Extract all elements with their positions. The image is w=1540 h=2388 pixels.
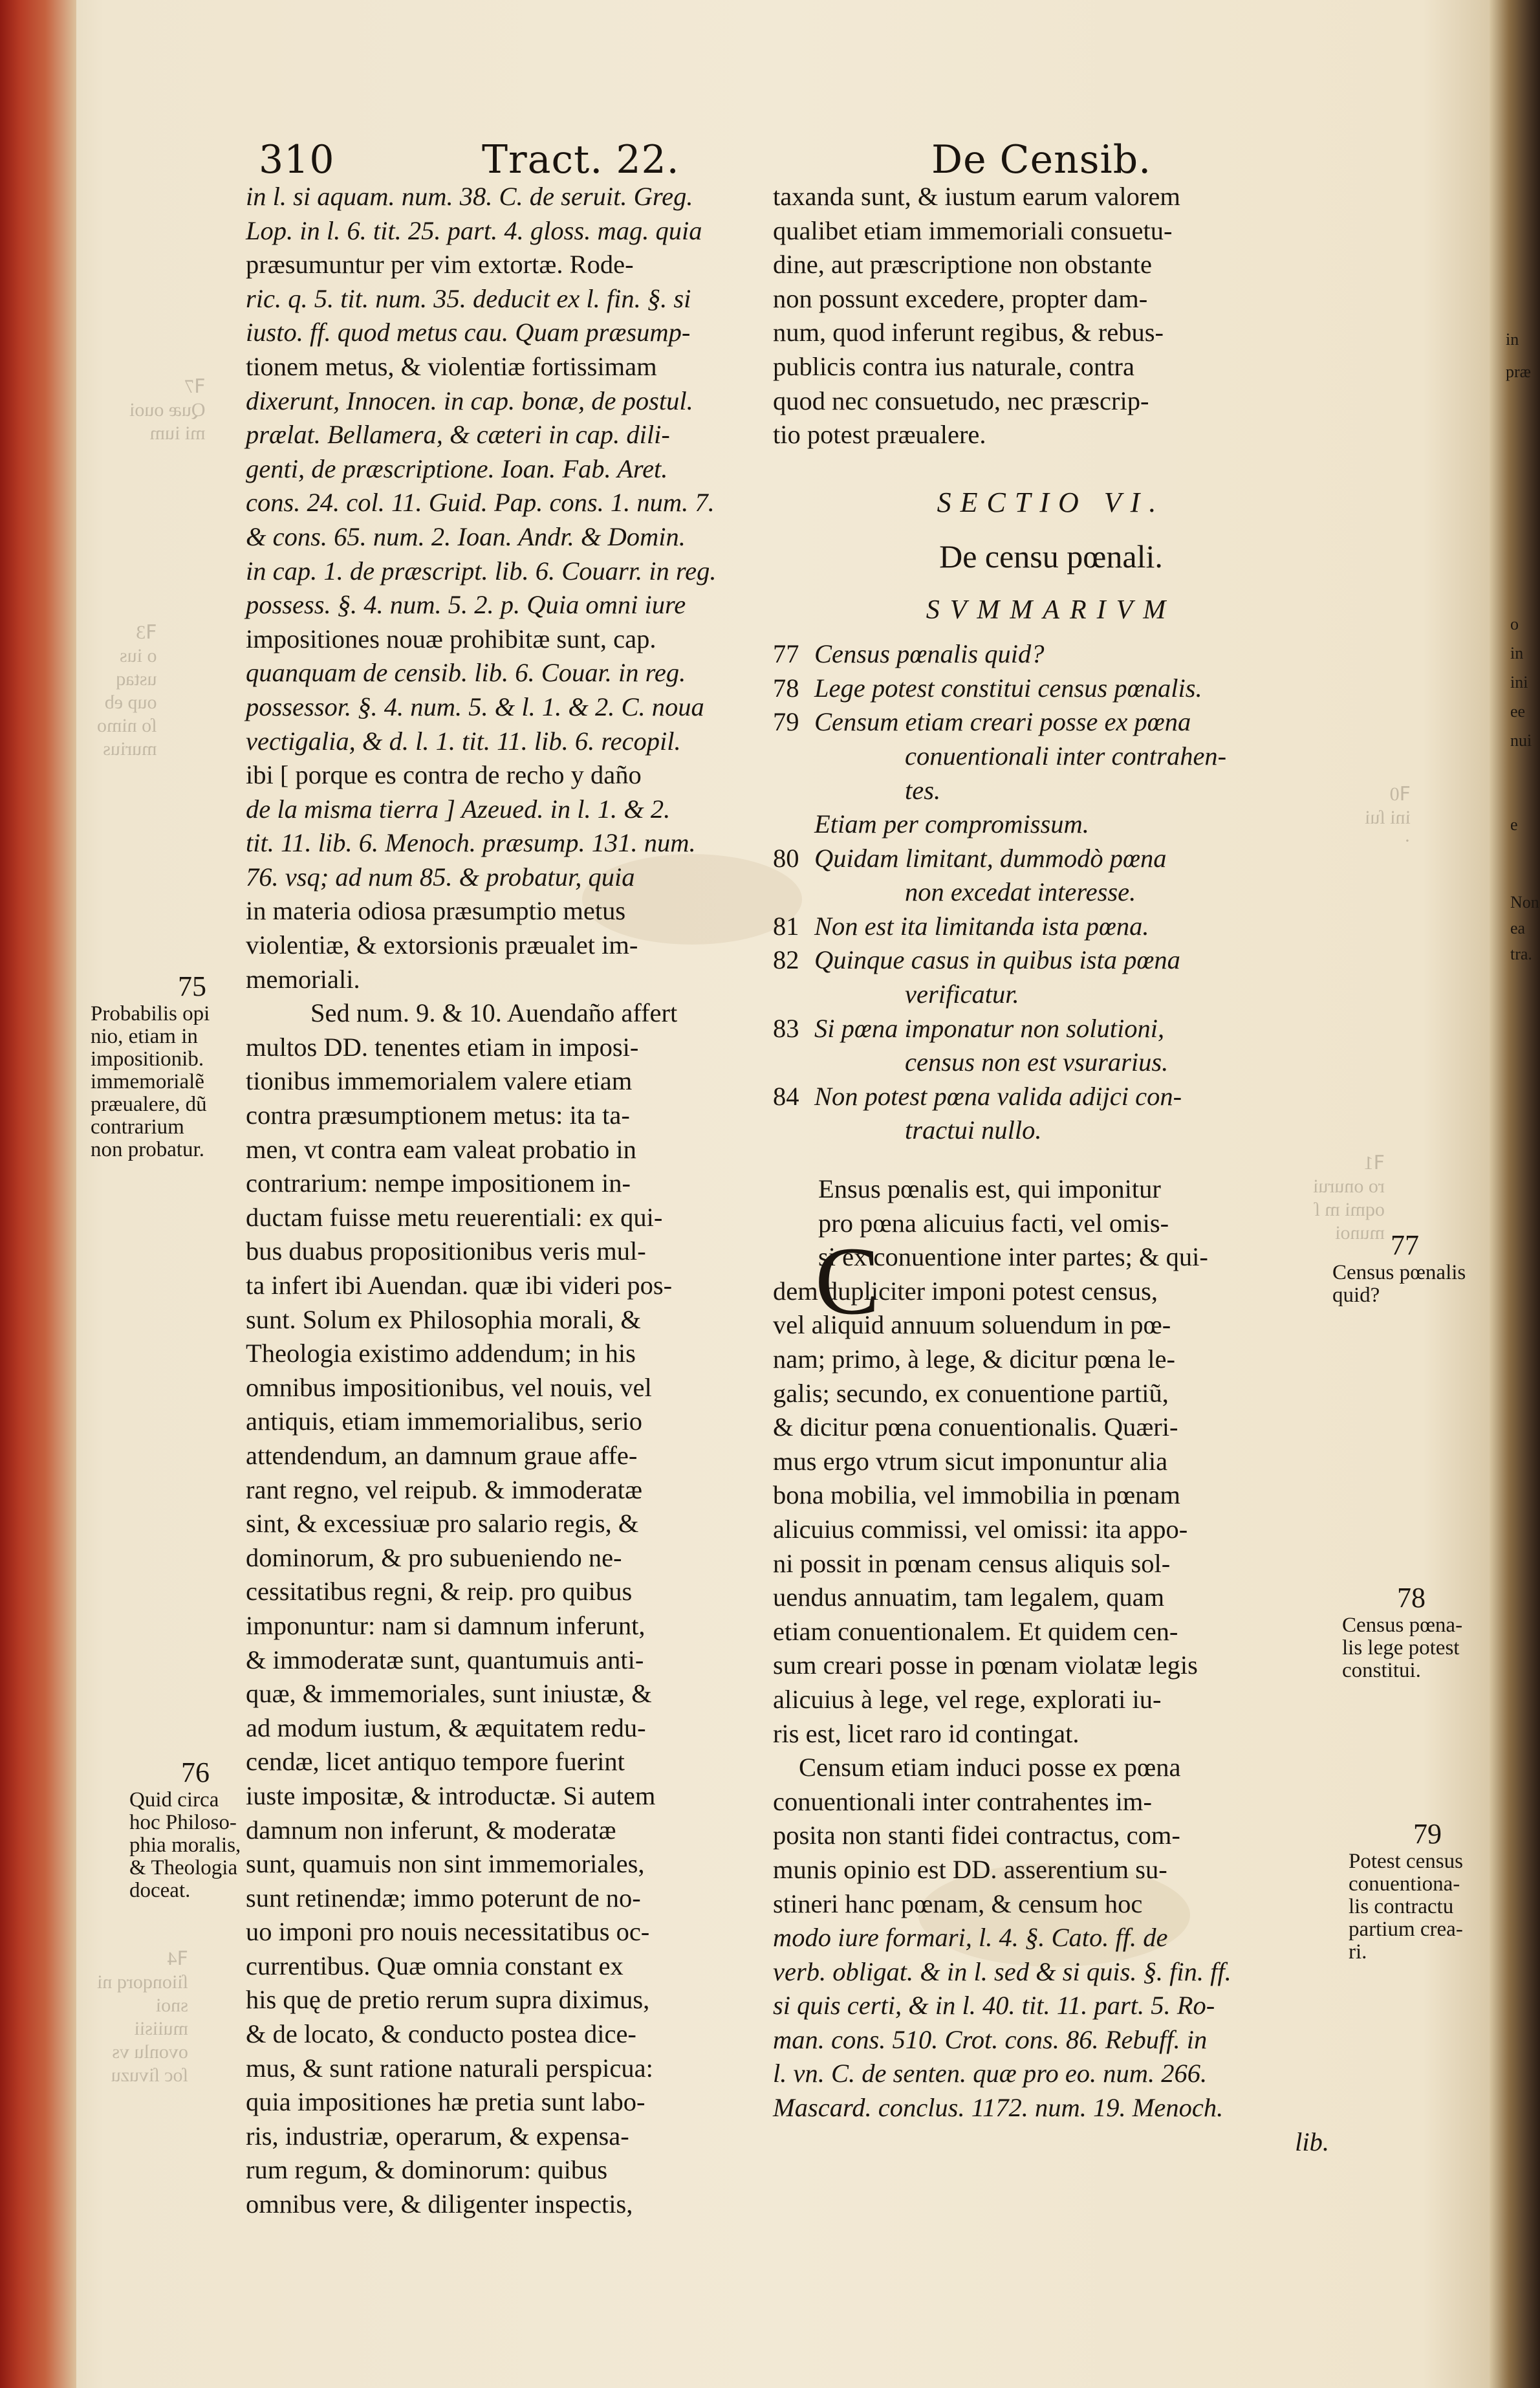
- text-line: Theologia existimo addendum; in his: [246, 1339, 636, 1368]
- text-line: sunt, quamuis non sint immemoriales,: [246, 1849, 645, 1879]
- bleed-through-ghost: ꟻ3 o ius ustaq oup eb ſo nimo murius: [97, 622, 157, 760]
- summary-text: Etiam per compromissum.: [814, 809, 1089, 839]
- summary-number: 81: [773, 911, 799, 941]
- text-line: in cap. 1. de præscript. lib. 6. Couarr. in reg.: [246, 556, 717, 586]
- summary-entry: [773, 910, 1329, 944]
- text-line: sint, & excessiuæ pro salario regis, &: [246, 1509, 639, 1539]
- text-line: ris est, licet raro id contingat.: [773, 1718, 1079, 1748]
- text-line: galis; secundo, ex conuentione partiũ,: [773, 1378, 1169, 1408]
- text-line: his quę de pretio rerum supra diximus,: [246, 1985, 650, 2015]
- summary-entry: [773, 807, 1329, 842]
- summary-entry: [773, 943, 1329, 978]
- edge-peek-text: nui: [1510, 731, 1532, 750]
- margin-note-76: [129, 1757, 241, 1902]
- text-line: tit. 11. lib. 6. Menoch. præsump. 131. num.: [246, 828, 696, 858]
- margin-line: ri.: [1349, 1940, 1367, 1964]
- text-line: contrarium: nempe impositionem in-: [246, 1168, 631, 1198]
- text-line: prælat. Bellamera, & cæteri in cap. dili-: [246, 420, 670, 450]
- margin-line: Census pœnalis: [1332, 1261, 1466, 1284]
- summary-number: [773, 739, 814, 774]
- margin-number: 77: [1391, 1229, 1419, 1261]
- edge-peek-text: Non: [1510, 893, 1539, 912]
- text-line: Mascard. conclus. 1172. num. 19. Menoch.: [773, 2093, 1224, 2123]
- summary-text: conuentionali inter contrahen-: [905, 741, 1227, 771]
- summary-entry: [773, 637, 1329, 672]
- margin-line: Quid circa: [129, 1788, 219, 1812]
- text-line: si ex conuentione inter partes; & qui-: [818, 1242, 1208, 1272]
- text-line: omnibus vere, & diligenter inspectis,: [246, 2189, 633, 2219]
- text-line: qualibet etiam immemoriali consuetu-: [773, 215, 1173, 245]
- summary-text: Quidam limitant, dummodò pœna: [814, 843, 1167, 873]
- text-line: ibi [ porque es contra de recho y daño: [246, 760, 642, 790]
- margin-line: phia moralis,: [129, 1834, 241, 1857]
- section-heading: SECTIO VI.: [937, 487, 1166, 519]
- text-line: modo iure formari, l. 4. §. Cato. ff. de: [773, 1923, 1168, 1953]
- margin-line: partium crea-: [1349, 1918, 1463, 1941]
- edge-peek-text: ea: [1510, 919, 1526, 937]
- summary-entry: [773, 705, 1329, 739]
- text-line: bona mobilia, vel immobilia in pœnam: [773, 1480, 1180, 1510]
- text-line: quæ, & immemoriales, sunt iniustæ, &: [246, 1679, 652, 1709]
- text-line: iuste impositæ, & introductæ. Si autem: [246, 1780, 656, 1810]
- text-line: cons. 24. col. 11. Guid. Pap. cons. 1. num. 7.: [246, 488, 715, 518]
- summary-text: non excedat interesse.: [905, 877, 1136, 907]
- text-line: mus ergo vtrum sicut imponuntur alia: [773, 1446, 1168, 1476]
- right-text-column: [773, 180, 1329, 2159]
- spacer: [773, 627, 1329, 637]
- summary-entry: [773, 978, 1329, 1012]
- text-line: possess. §. 4. num. 5. 2. p. Quia omni iure: [246, 590, 686, 620]
- bleed-through-ghost: ꟻ7 Quæ ouoi mi ium: [129, 376, 206, 444]
- summary-text: Non est ita limitanda ista pœna.: [814, 911, 1149, 941]
- text-line: uo imponi pro nouis necessitatibus oc-: [246, 1917, 650, 1947]
- margin-number: 75: [178, 970, 206, 1002]
- edge-peek-text: ini: [1510, 673, 1528, 692]
- text-line: l. vn. C. de senten. quæ pro eo. num. 266.: [773, 2059, 1208, 2088]
- summary-number: 83: [773, 1013, 799, 1043]
- text-line: sum creari posse in pœnam violatæ legis: [773, 1650, 1198, 1680]
- text-line: nam; primo, à lege, & dicitur pœna le-: [773, 1344, 1175, 1374]
- spacer: [773, 1148, 1329, 1172]
- summary-number: 84: [773, 1081, 799, 1111]
- margin-number: 79: [1413, 1818, 1442, 1850]
- text-line: quanquam de censib. lib. 6. Couar. in reg.: [246, 658, 686, 688]
- running-head-section: De Censib.: [931, 137, 1152, 182]
- margin-line: non probatur.: [91, 1138, 204, 1161]
- text-line: omnibus impositionibus, vel nouis, vel: [246, 1372, 652, 1402]
- text-line: Ensus pœnalis est, qui imponitur: [818, 1174, 1161, 1204]
- section-title: De censu pœnali.: [939, 538, 1163, 575]
- bleed-through-ghost: ꟻ1 ro onurui oqmi m ſ munoi: [1313, 1152, 1385, 1243]
- text-line: dine, aut præscriptione non obstante: [773, 250, 1153, 279]
- text-line: rum regum, & dominorum: quibus: [246, 2155, 608, 2185]
- text-line: ductam fuisse metu reuerentiali: ex qui-: [246, 1202, 663, 1232]
- text-line: ni possit in pœnam census aliquis sol-: [773, 1548, 1171, 1578]
- margin-note-79: [1349, 1818, 1463, 1964]
- text-line: Sed num. 9. & 10. Auendaño affert: [310, 998, 678, 1028]
- margin-line: constitui.: [1342, 1659, 1421, 1682]
- summary-text: tes.: [905, 775, 941, 805]
- edge-peek-text: tra.: [1510, 945, 1532, 963]
- summary-text: Si pœna imponatur non solutioni,: [814, 1013, 1165, 1043]
- text-line: posita non stanti fidei contractus, com-: [773, 1821, 1180, 1850]
- page-number: 310: [259, 137, 335, 182]
- text-line: num, quod inferunt regibus, & rebus-: [773, 318, 1164, 347]
- text-line: præsumuntur per vim extortæ. Rode-: [246, 250, 634, 279]
- summary-number: [773, 774, 814, 808]
- text-line: lib.: [1295, 2127, 1329, 2156]
- summary-entry: [773, 739, 1329, 774]
- edge-peek-text: in: [1506, 330, 1519, 349]
- summary-number: 79: [773, 707, 799, 737]
- summary-text: tractui nullo.: [905, 1115, 1042, 1145]
- text-line: stineri hanc pœnam, & censum hoc: [773, 1889, 1143, 1918]
- margin-line: impositionib.: [91, 1047, 204, 1071]
- text-line: ad modum iustum, & æquitatem redu-: [246, 1713, 646, 1742]
- edge-peek-text: o: [1510, 615, 1519, 633]
- summary-number: [773, 978, 814, 1012]
- left-text-column: [246, 180, 789, 2222]
- text-line: tionibus immemorialem valere etiam: [246, 1066, 633, 1096]
- summary-number: 82: [773, 945, 799, 975]
- text-line: & de locato, & conducto postea dice-: [246, 2019, 636, 2049]
- summary-number: [773, 1113, 814, 1148]
- text-line: sunt. Solum ex Philosophia morali, &: [246, 1304, 641, 1334]
- text-line: alicuius commissi, vel omissi: ita appo-: [773, 1514, 1188, 1544]
- margin-line: Census pœna-: [1342, 1614, 1463, 1637]
- summary-entry: [773, 672, 1329, 706]
- text-line: taxanda sunt, & iustum earum valorem: [773, 182, 1180, 211]
- text-line: imponuntur: nam si damnum inferunt,: [246, 1610, 645, 1640]
- text-line: pro pœna alicuius facti, vel omis-: [818, 1208, 1169, 1238]
- text-line: memoriali.: [246, 964, 360, 994]
- text-line: rant regno, vel reipub. & immoderatæ: [246, 1474, 642, 1504]
- text-line: mus, & sunt ratione naturali perspicua:: [246, 2053, 653, 2083]
- bleed-through-ghost: ꟻ4 ſiionqorq ni snoi muiisii ovonlu vs ſoc ſivuzu: [97, 1948, 188, 2086]
- summary-number: 78: [773, 673, 799, 703]
- summary-text: Censum etiam creari posse ex pœna: [814, 707, 1191, 737]
- text-line: cendæ, licet antiquo tempore fuerint: [246, 1747, 625, 1777]
- spacer: [773, 574, 1329, 593]
- red-page-edge: [0, 0, 76, 2388]
- margin-line: lis contractu: [1349, 1895, 1454, 1918]
- margin-line: conuentiona-: [1349, 1872, 1460, 1896]
- margin-line: doceat.: [129, 1879, 191, 1902]
- summary-text: verificatur.: [905, 980, 1019, 1009]
- text-line: quod nec consuetudo, nec præscrip-: [773, 386, 1149, 415]
- text-line: non possunt excedere, propter dam-: [773, 283, 1148, 313]
- text-line: verb. obligat. & in l. sed & si quis. §. fin. ff.: [773, 1956, 1231, 1986]
- margin-line: lis lege potest: [1342, 1636, 1460, 1660]
- text-line: 76. vsq; ad num 85. & probatur, quia: [246, 862, 635, 892]
- text-line: bus duabus propositionibus veris mul-: [246, 1236, 646, 1266]
- text-line: & cons. 65. num. 2. Ioan. Andr. & Domin.: [246, 521, 686, 551]
- text-line: Censum etiam induci posse ex pœna: [799, 1753, 1181, 1782]
- margin-note-75: [91, 970, 210, 1161]
- summary-entry: [773, 1046, 1329, 1080]
- summary-entry: [773, 1113, 1329, 1148]
- summary-entry: [773, 1080, 1329, 1114]
- edge-peek-text: ee: [1510, 702, 1526, 721]
- text-line: munis opinio est DD. asserentium su-: [773, 1854, 1167, 1884]
- text-line: de la misma tierra ] Azeued. in l. 1. & 2.: [246, 794, 671, 824]
- text-line: alicuius à lege, vel rege, explorati iu-: [773, 1684, 1162, 1714]
- text-line: iusto. ff. quod metus cau. Quam præsump-: [246, 318, 691, 347]
- text-line: damnum non inferunt, & moderatæ: [246, 1815, 616, 1845]
- text-line: dem dupliciter imponi potest census,: [773, 1276, 1158, 1306]
- drop-cap-initial: C: [815, 1227, 880, 1335]
- text-line: Lop. in l. 6. tit. 25. part. 4. gloss. mag. quia: [246, 215, 702, 245]
- margin-line: & Theologia: [129, 1856, 238, 1879]
- margin-line: contrarium: [91, 1115, 184, 1139]
- text-line: multos DD. tenentes etiam in imposi-: [246, 1032, 639, 1062]
- summary-text: Non potest pœna valida adijci con-: [814, 1081, 1182, 1111]
- summary-text: Quinque casus in quibus ista pœna: [814, 945, 1180, 975]
- edge-peek-text: e: [1510, 815, 1518, 834]
- bleed-through-ghost: ꟻ0 ini ſui ·: [1365, 783, 1411, 851]
- text-line: contra præsumptionem metus: ita ta-: [246, 1101, 630, 1130]
- text-line: vel aliquid annuum soluendum in pœ-: [773, 1310, 1171, 1340]
- summary-number: [773, 807, 814, 842]
- text-line: tionem metus, & violentiæ fortissimam: [246, 351, 657, 381]
- margin-number: 78: [1397, 1582, 1426, 1614]
- text-line: currentibus. Quæ omnia constant ex: [246, 1951, 624, 1980]
- text-line: conuentionali inter contrahentes im-: [773, 1786, 1152, 1816]
- summary-number: 77: [773, 639, 799, 669]
- text-line: genti, de præscriptione. Ioan. Fab. Aret.: [246, 454, 668, 483]
- text-line: antiquis, etiam immemorialibus, serio: [246, 1407, 643, 1436]
- summary-entry: [773, 875, 1329, 910]
- margin-line: hoc Philoso-: [129, 1811, 237, 1834]
- text-line: attendendum, an damnum graue affe-: [246, 1440, 638, 1470]
- margin-line: quid?: [1332, 1284, 1380, 1307]
- summary-text: Census pœnalis quid?: [814, 639, 1045, 669]
- spacer: [773, 452, 1329, 487]
- margin-line: Probabilis opi: [91, 1002, 210, 1025]
- margin-line: præualere, dũ: [91, 1093, 207, 1116]
- margin-note-78: [1342, 1582, 1462, 1682]
- text-line: dixerunt, Innocen. in cap. bonæ, de postul.: [246, 386, 693, 415]
- summary-entry: [773, 842, 1329, 876]
- text-line: in l. si aquam. num. 38. C. de seruit. Greg.: [246, 182, 693, 211]
- text-line: & dicitur pœna conuentionalis. Quæri-: [773, 1412, 1178, 1442]
- margin-line: nio, etiam in: [91, 1025, 198, 1048]
- text-line: man. cons. 510. Crot. cons. 86. Rebuff. in: [773, 2024, 1208, 2054]
- margin-line: Potest census: [1349, 1850, 1463, 1873]
- text-line: violentiæ, & extorsionis præualet im-: [246, 930, 638, 960]
- summary-text: Lege potest constitui census pœnalis.: [814, 673, 1202, 703]
- summary-text: census non est vsurarius.: [905, 1047, 1169, 1077]
- text-line: dominorum, & pro subueniendo ne-: [246, 1542, 622, 1572]
- margin-number: 76: [181, 1757, 210, 1788]
- summary-heading: SVMMARIVM: [926, 595, 1177, 625]
- text-line: si quis certi, & in l. 40. tit. 11. part. 5. Ro-: [773, 1991, 1215, 2021]
- book-spine: [1490, 0, 1540, 2388]
- running-head-tract: Tract. 22.: [482, 137, 680, 182]
- text-line: ris, industriæ, operarum, & expensa-: [246, 2121, 629, 2151]
- margin-line: immemorialẽ: [91, 1070, 204, 1093]
- text-line: sunt retinendæ; immo poterunt de no-: [246, 1883, 641, 1912]
- text-line: in materia odiosa præsumptio metus: [246, 896, 626, 926]
- spacer: [773, 520, 1329, 540]
- summary-number: 80: [773, 843, 799, 873]
- text-line: impositiones nouæ prohibitæ sunt, cap.: [246, 624, 656, 653]
- text-line: tio potest præualere.: [773, 420, 986, 450]
- text-line: men, vt contra eam valeat probatio in: [246, 1134, 636, 1164]
- edge-peek-text: præ: [1506, 362, 1531, 381]
- text-line: possessor. §. 4. num. 5. & l. 1. & 2. C. noua: [246, 692, 704, 721]
- text-line: & immoderatæ sunt, quantumuis anti-: [246, 1645, 644, 1674]
- summary-number: [773, 875, 814, 910]
- summary-entry: [773, 1012, 1329, 1046]
- text-line: ric. q. 5. tit. num. 35. deducit ex l. fin. §. si: [246, 283, 691, 313]
- summary-entry: [773, 774, 1329, 808]
- text-line: publicis contra ius naturale, contra: [773, 351, 1134, 381]
- text-line: quia impositiones hæ pretia sunt labo-: [246, 2087, 645, 2117]
- text-line: ta infert ibi Auendan. quæ ibi videri pos-: [246, 1271, 673, 1300]
- text-line: uendus annuatim, tam legalem, quam: [773, 1583, 1165, 1612]
- edge-peek-text: in: [1510, 644, 1524, 663]
- text-line: vectigalia, & d. l. 1. tit. 11. lib. 6. recopil.: [246, 726, 681, 756]
- text-line: cessitatibus regni, & reip. pro quibus: [246, 1577, 633, 1606]
- text-line: etiam conuentionalem. Et quidem cen-: [773, 1616, 1178, 1646]
- summary-number: [773, 1046, 814, 1080]
